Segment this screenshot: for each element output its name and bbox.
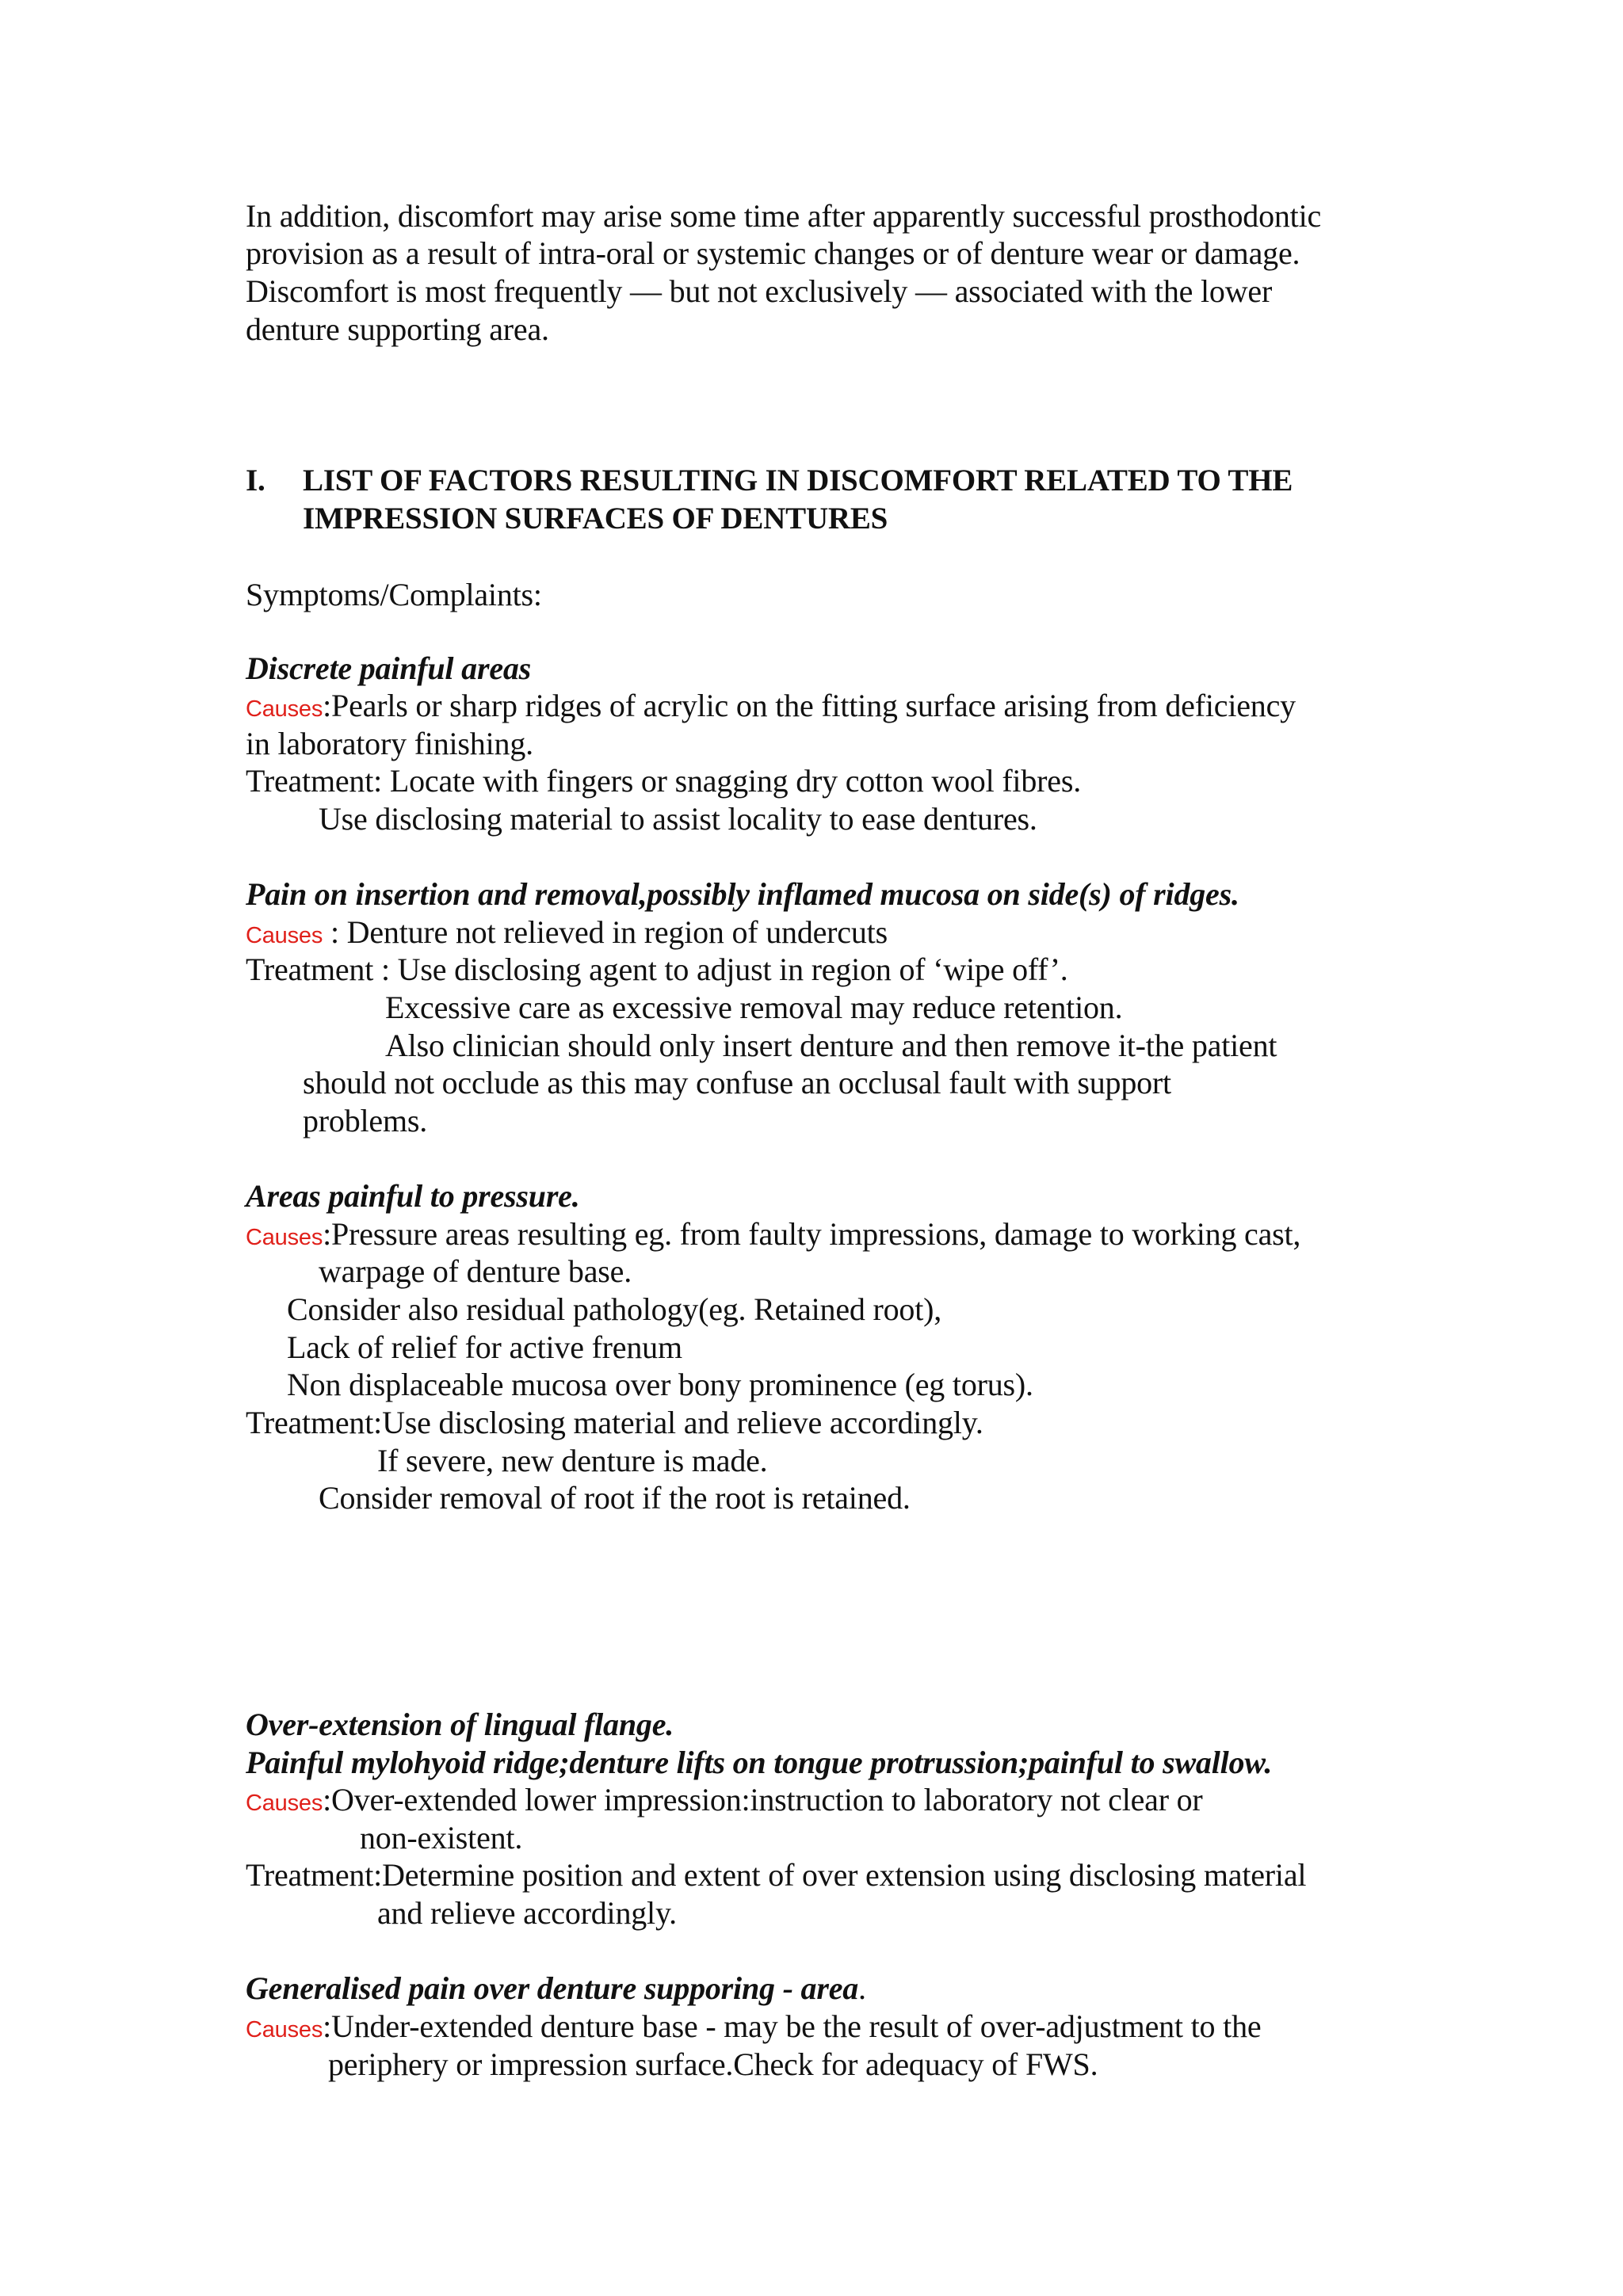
block4-treatment-2: and relieve accordingly. bbox=[377, 1895, 677, 1931]
block2-treatment-4: should not occlude as this may confuse an occlusal fault with support bbox=[303, 1065, 1171, 1100]
block3-treatment-1: Treatment:Use disclosing material and relieve accordingly. bbox=[246, 1405, 983, 1440]
block2-treatment-1: Treatment : Use disclosing agent to adjust in region of ‘wipe off’. bbox=[246, 952, 1068, 987]
section-title-line-1: LIST OF FACTORS RESULTING IN DISCOMFORT RELATED TO THE bbox=[303, 463, 1293, 498]
block2-treatment-2: Excessive care as excessive removal may reduce retention. bbox=[385, 990, 1123, 1025]
block1-cause-line bbox=[246, 687, 1296, 728]
intro-line-1: In addition, discomfort may arise some time after apparently successful prosthodontic bbox=[246, 198, 1322, 234]
causes-label: Causes bbox=[246, 2017, 323, 2042]
block1-heading: Discrete painful areas bbox=[246, 650, 532, 686]
block2-cause-text: : Denture not relieved in region of undercuts bbox=[323, 914, 888, 950]
block3-treatment-3: Consider removal of root if the root is retained. bbox=[319, 1480, 911, 1516]
block3-heading: Areas painful to pressure. bbox=[246, 1178, 580, 1214]
block5-cause-text: :Under-extended denture base - may be the result of over-adjustment to the bbox=[323, 2008, 1262, 2044]
block3-cause-line bbox=[246, 1215, 1300, 1257]
block2-heading: Pain on insertion and removal,possibly inflamed mucosa on side(s) of ridges. bbox=[246, 876, 1239, 912]
section-title-line-2: IMPRESSION SURFACES OF DENTURES bbox=[303, 502, 888, 536]
block1-treatment-2: Use disclosing material to assist locality to ease dentures. bbox=[319, 801, 1037, 837]
block5-cause-text-2: periphery or impression surface.Check for adequacy of FWS. bbox=[328, 2046, 1098, 2082]
block4-heading-2: Painful mylohyoid ridge;denture lifts on tongue protrussion;painful to swallow. bbox=[246, 1745, 1273, 1780]
block5-heading: Generalised pain over denture supporing - area bbox=[246, 1970, 859, 2006]
block2-cause-line bbox=[246, 913, 888, 955]
block1-cause-text-2: in laboratory finishing. bbox=[246, 726, 533, 761]
causes-label: Causes bbox=[246, 1791, 323, 1816]
block4-cause-line bbox=[246, 1781, 1203, 1822]
causes-label: Causes bbox=[246, 923, 323, 948]
block2-treatment-5: problems. bbox=[303, 1103, 428, 1138]
block5-heading-period: . bbox=[858, 1970, 866, 2006]
block3-consider-2: Lack of relief for active frenum bbox=[287, 1329, 682, 1365]
block3-consider-1: Consider also residual pathology(eg. Retained root), bbox=[287, 1291, 942, 1327]
block3-cause-text: :Pressure areas resulting eg. from faulty impressions, damage to working cast, bbox=[323, 1216, 1301, 1252]
intro-line-3: Discomfort is most frequently — but not exclusively — associated with the lower bbox=[246, 273, 1273, 309]
causes-label: Causes bbox=[246, 696, 323, 722]
block3-consider-3: Non displaceable mucosa over bony prominence (eg torus). bbox=[287, 1367, 1033, 1402]
block1-cause-text: :Pearls or sharp ridges of acrylic on the fitting surface arising from deficiency bbox=[323, 688, 1296, 723]
block4-heading-1: Over-extension of lingual flange. bbox=[246, 1707, 674, 1742]
block3-cause-text-2: warpage of denture base. bbox=[319, 1253, 632, 1289]
block4-treatment-1: Treatment:Determine position and extent of over extension using disclosing material bbox=[246, 1857, 1307, 1893]
block5-cause-line bbox=[246, 2008, 1261, 2049]
intro-line-4: denture supporting area. bbox=[246, 311, 549, 347]
block1-treatment-1: Treatment: Locate with fingers or snagging dry cotton wool fibres. bbox=[246, 763, 1081, 799]
block4-cause-text-2: non-existent. bbox=[360, 1820, 523, 1855]
intro-line-2: provision as a result of intra-oral or systemic changes or of denture wear or damage. bbox=[246, 235, 1300, 271]
section-number: I. bbox=[246, 463, 265, 498]
block2-treatment-3: Also clinician should only insert denture and then remove it-the patient bbox=[385, 1028, 1277, 1063]
causes-label: Causes bbox=[246, 1225, 323, 1250]
block5-heading-line bbox=[246, 1970, 866, 2008]
block4-cause-text: :Over-extended lower impression:instruction to laboratory not clear or bbox=[323, 1782, 1203, 1817]
symptoms-label: Symptoms/Complaints: bbox=[246, 577, 542, 612]
block3-treatment-2: If severe, new denture is made. bbox=[377, 1443, 768, 1478]
